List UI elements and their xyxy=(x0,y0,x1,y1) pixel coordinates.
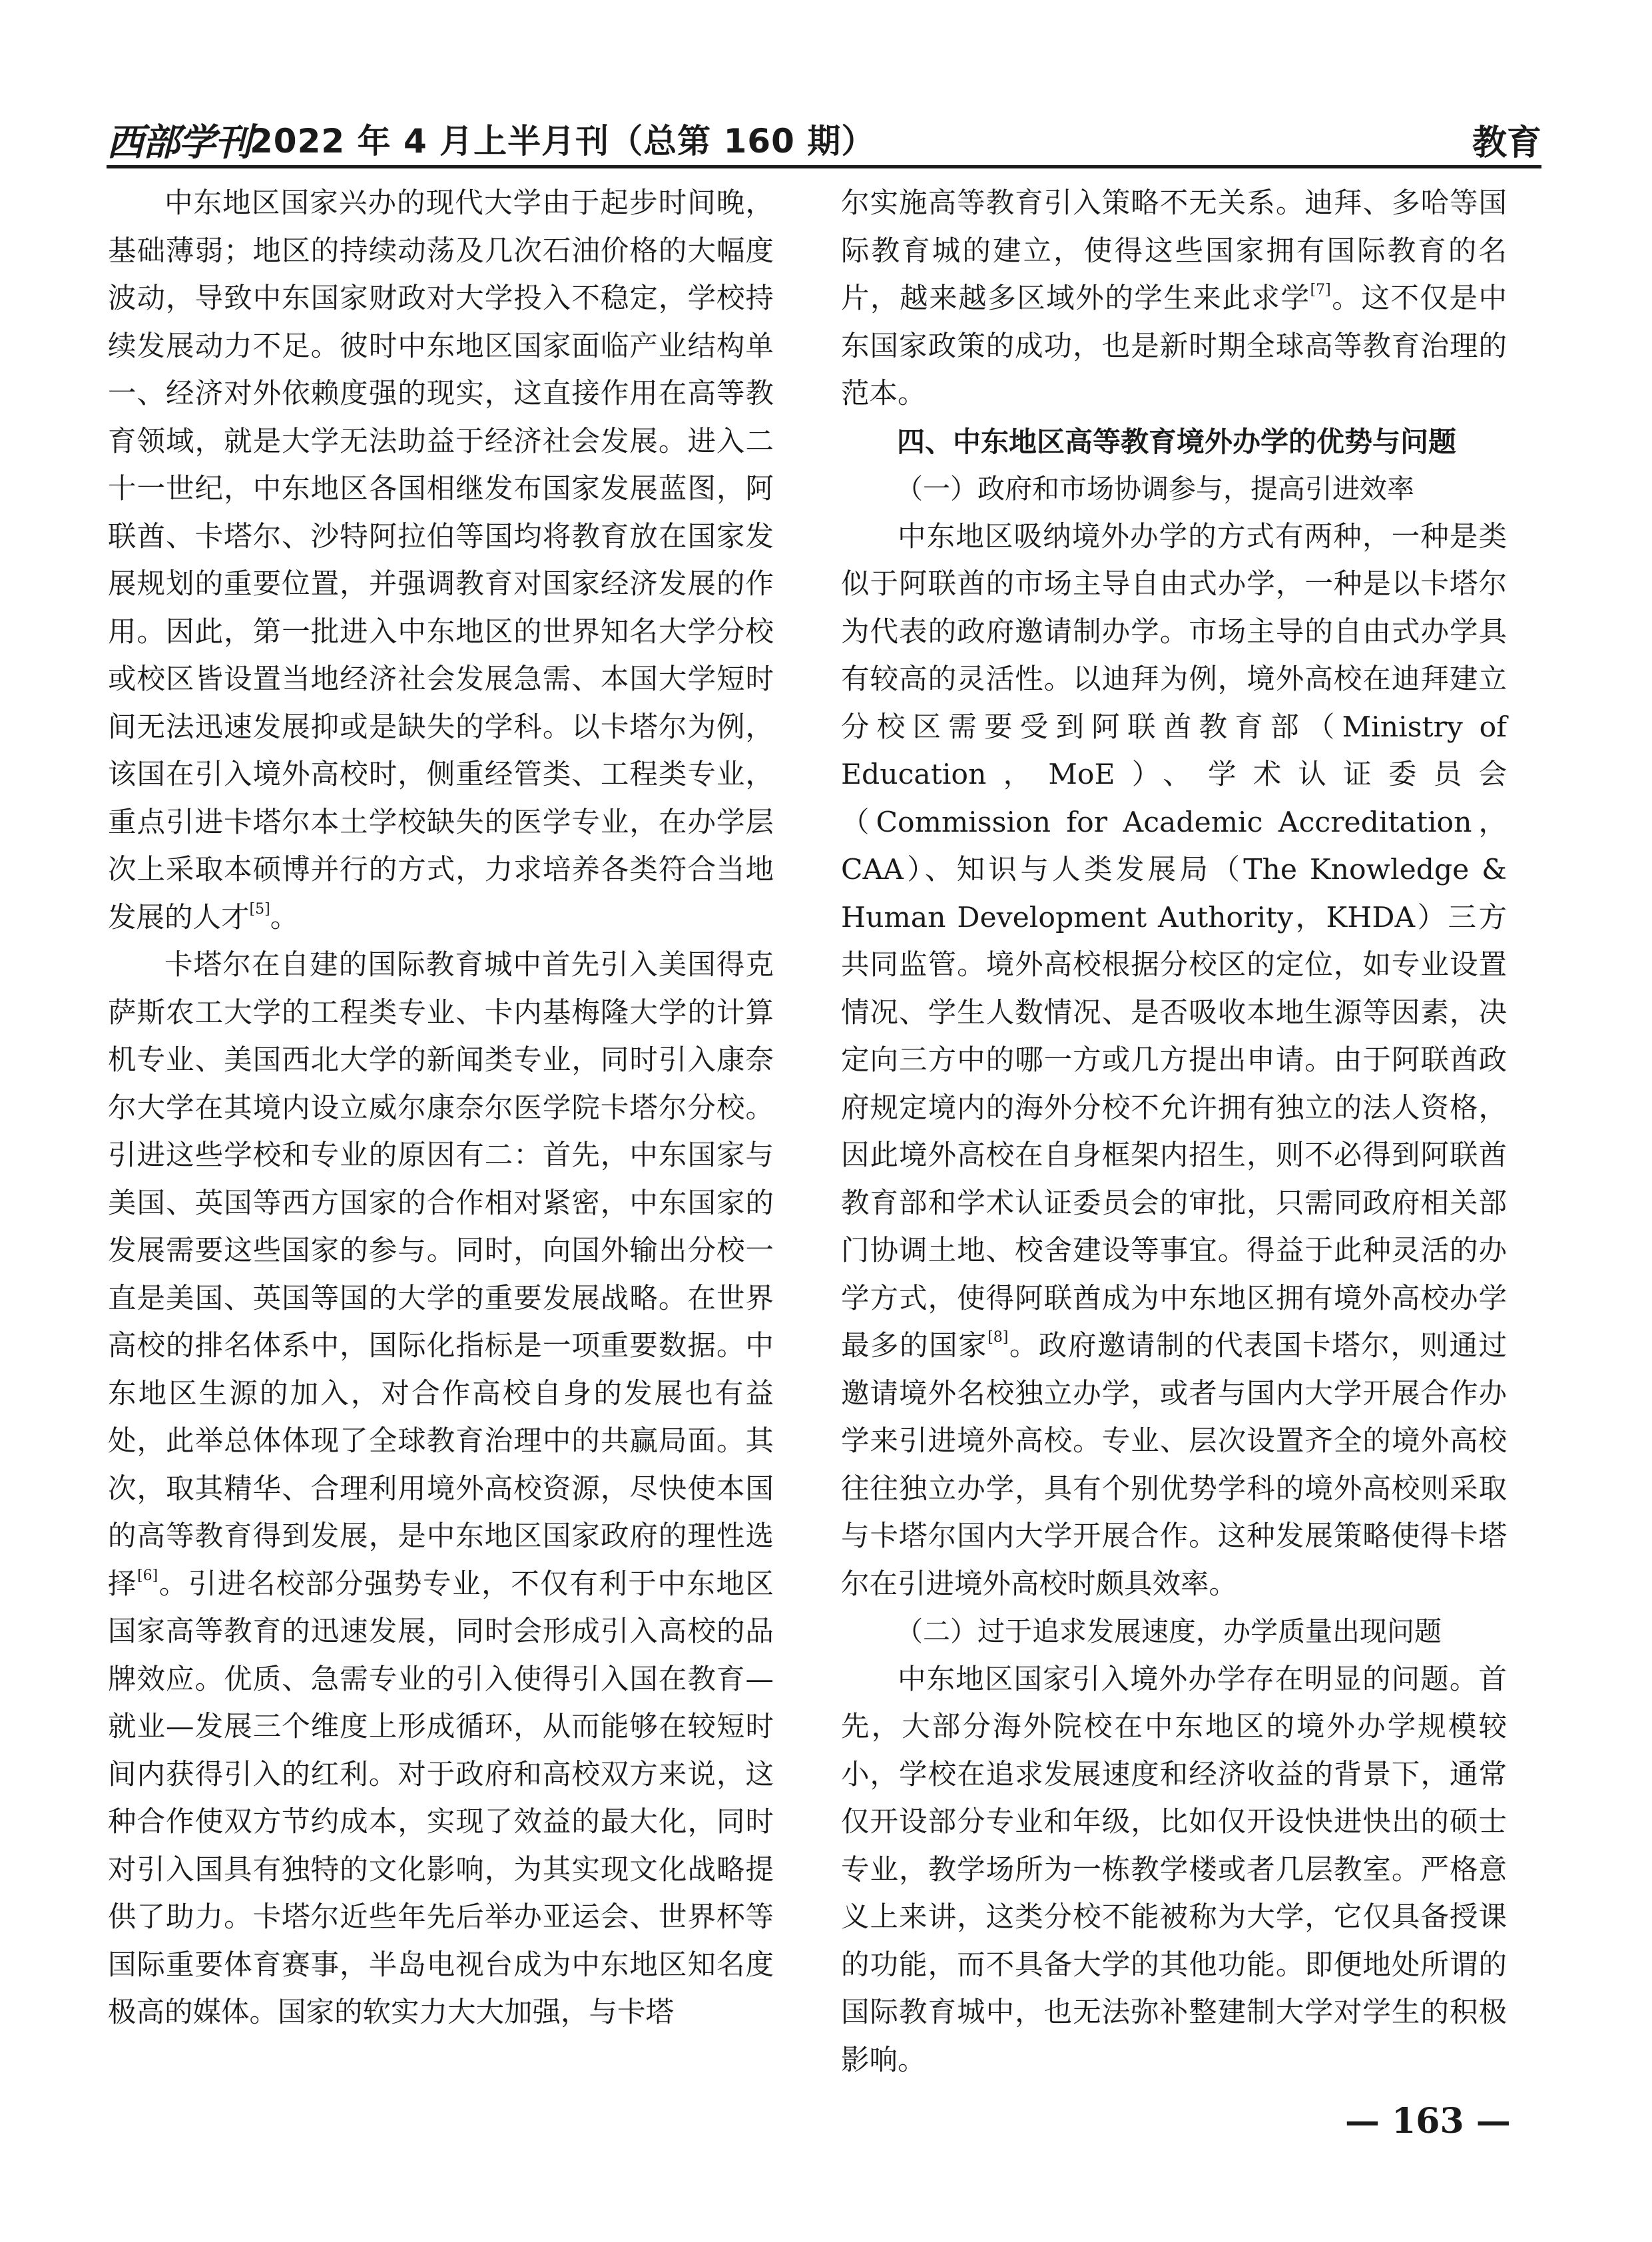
page-number: — 163 — xyxy=(1345,2101,1511,2141)
paragraph-text: 。引进名校部分强势专业，不仅有利于中东地区国家高等教育的迅速发展，同时会形成引入高校的品牌效应。优质、急需专业的引入使得引入国在教育—就业—发展三个维度上形成循环，从而能够在较短时间内获得引入的红利。对于政府和高校双方来说，这种合作使双方节约成本，实现了效益的最大化，同时对引入国具有独特的文化影响，为其实现文化战略提供了助力。卡塔尔近些年先后举办亚运会、世界杯等国际重要体育赛事，半岛电视台成为中东地区知名度极高的媒体。国家的软实力大大加强，与卡塔 xyxy=(108,1567,774,2029)
section-label: 教育 xyxy=(1472,123,1541,163)
citation-ref: [5] xyxy=(249,900,270,918)
paragraph-text: 。 xyxy=(270,901,299,934)
body-paragraph xyxy=(841,513,1507,1609)
body-paragraph xyxy=(108,180,774,942)
section-heading: 四、中东地区高等教育境外办学的优势与问题 xyxy=(897,425,1457,458)
citation-ref: [8] xyxy=(987,1329,1009,1346)
left-column xyxy=(108,180,774,2037)
subsection-heading: （一）政府和市场协调参与，提高引进效率 xyxy=(896,473,1414,505)
journal-logo: 西部学刊 xyxy=(107,121,250,164)
subsection-heading: （二）过于追求发展速度，办学质量出现问题 xyxy=(896,1615,1442,1647)
running-header xyxy=(107,100,1541,166)
paragraph-text: 中东地区国家兴办的现代大学由于起步时间晚，基础薄弱；地区的持续动荡及几次石油价格的大幅度波动，导致中东国家财政对大学投入不稳定，学校持续发展动力不足。彼时中东地区国家面临产业结构单一、经济对外依赖度强的现实，这直接作用在高等教育领域，就是大学无法助益于经济社会发展。进入二十一世纪，中东地区各国相继发布国家发展蓝图，阿联酋、卡塔尔、沙特阿拉伯等国均将教育放在国家发展规划的重要位置，并强调教育对国家经济发展的作用。因此，第一批进入中东地区的世界知名大学分校或校区皆设置当地经济社会发展急需、本国大学短时间无法迅速发展抑或是缺失的学科。以卡塔尔为例，该国在引入境外高校时，侧重经管类、工程类专业，重点引进卡塔尔本土学校缺失的医学专业，在办学层次上采取本硕博并行的方式，力求培养各类符合当地发展的人才 xyxy=(108,187,774,934)
right-column xyxy=(841,180,1507,2084)
paragraph-text: 卡塔尔在自建的国际教育城中首先引入美国得克萨斯农工大学的工程类专业、卡内基梅隆大学的计算机专业、美国西北大学的新闻类专业，同时引入康奈尔大学在其境内设立威尔康奈尔医学院卡塔尔分校。引进这些学校和专业的原因有二：首先，中东国家与美国、英国等西方国家的合作相对紧密，中东国家的发展需要这些国家的参与。同时，向国外输出分校一直是美国、英国等国的大学的重要发展战略。在世界高校的排名体系中，国际化指标是一项重要数据。中东地区生源的加入，对合作高校自身的发展也有益处，此举总体体现了全球教育治理中的共赢局面。其次，取其精华、合理利用境外高校资源，尽快使本国的高等教育得到发展，是中东地区国家政府的理性选择 xyxy=(108,949,774,1601)
paragraph-text: 。这不仅是中东国家政策的成功，也是新时期全球高等教育治理的范本。 xyxy=(841,282,1507,410)
citation-ref: [6] xyxy=(137,1567,158,1584)
journal-issue-info: 2022 年 4 月上半月刊（总第 160 期） xyxy=(250,122,876,160)
paragraph-text: 尔实施高等教育引入策略不无关系。迪拜、多哈等国际教育城的建立，使得这些国家拥有国际教育的名片，越来越多区域外的学生来此求学 xyxy=(841,187,1507,315)
citation-ref: [7] xyxy=(1310,282,1331,298)
paragraph-text: 。政府邀请制的代表国卡塔尔，则通过邀请境外名校独立办学，或者与国内大学开展合作办学来引进境外高校。专业、层次设置齐全的境外高校往往独立办学，具有个别优势学科的境外高校则采取与卡塔尔国内大学开展合作。这种发展策略使得卡塔尔在引进境外高校时颇具效率。 xyxy=(841,1330,1507,1601)
header-rule xyxy=(107,165,1541,168)
body-paragraph xyxy=(841,180,1507,418)
paragraph-text: 中东地区吸纳境外办学的方式有两种，一种是类似于阿联酋的市场主导自由式办学，一种是以卡塔尔为代表的政府邀请制办学。市场主导的自由式办学具有较高的灵活性。以迪拜为例，境外高校在迪拜建立分校区需要受到阿联酋教育部（Ministry of Education，MoE）、学术认证委员会（Commission for Academic Accreditation，CAA）、知识与人类发展局（The Knowledge & Human Development Authority，KHDA）三方共同监管。境外高校根据分校区的定位，如专业设置情况、学生人数情况、是否吸收本地生源等因素，决定向三方中的哪一方或几方提出申请。由于阿联酋政府规定境内的海外分校不允许拥有独立的法人资格，因此境外高校在自身框架内招生，则不必得到阿联酋教育部和学术认证委员会的审批，只需同政府相关部门协调土地、校舍建设等事宜。得益于此种灵活的办学方式，使得阿联酋成为中东地区拥有境外高校办学最多的国家 xyxy=(841,520,1507,1362)
body-paragraph: 中东地区国家引入境外办学存在明显的问题。首先，大部分海外院校在中东地区的境外办学规模较小，学校在追求发展速度和经济收益的背景下，通常仅开设部分专业和年级，比如仅开设快进快出的硕士专业，教学场所为一栋教学楼或者几层教室。严格意义上来讲，这类分校不能被称为大学，它仅具备授课的功能，而不具备大学的其他功能。即便地处所谓的国际教育城中，也无法弥补整建制大学对学生的积极影响。 xyxy=(841,1663,1507,2077)
body-paragraph xyxy=(108,942,774,2037)
